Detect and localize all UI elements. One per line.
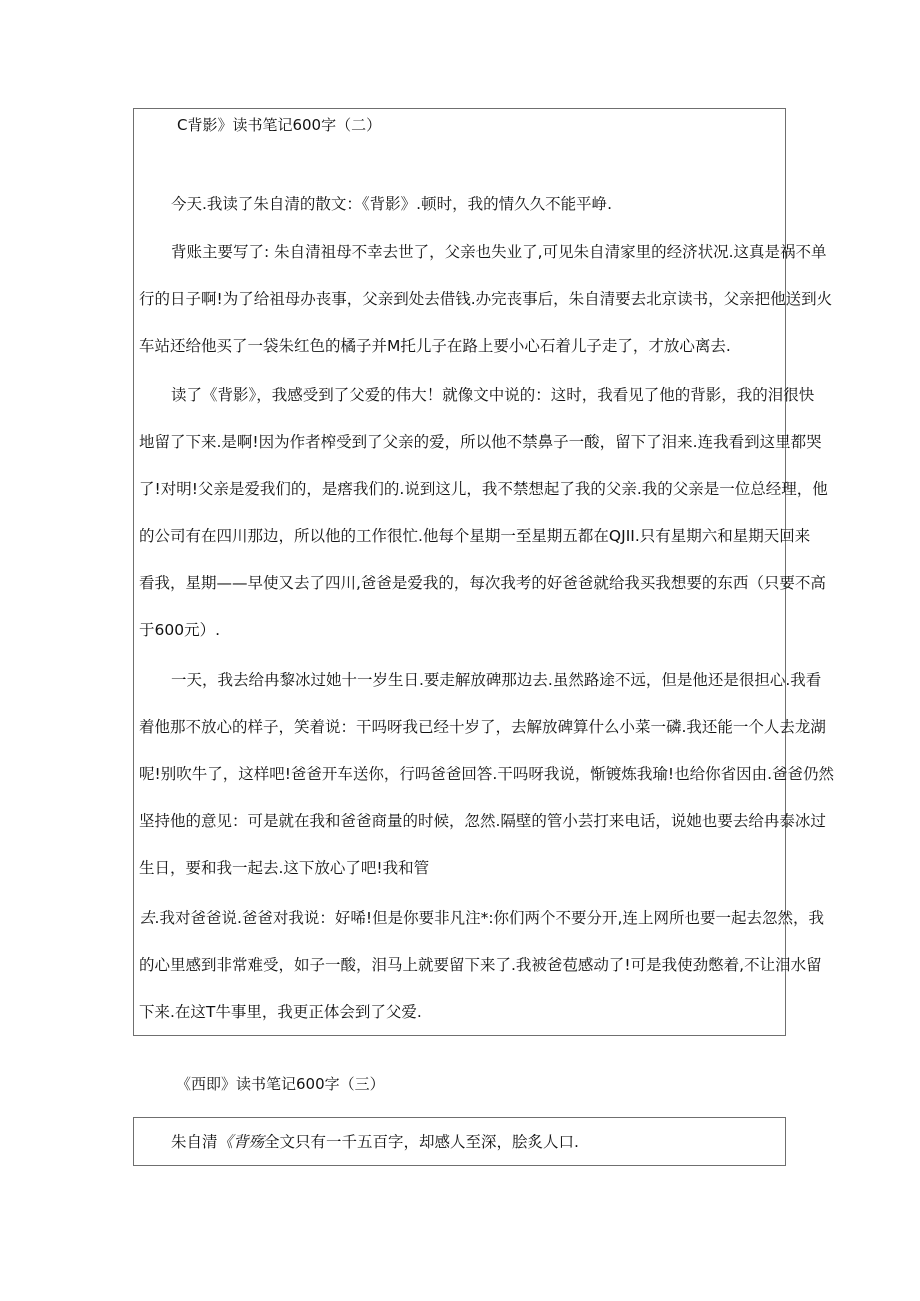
essay-box-section-3: [133, 1117, 786, 1166]
reflection-line-5: 看我，星期——早使又去了四川,爸爸是爱我的，每次我考的好爸爸就给我买我想要的东西（只要不高: [139, 574, 826, 592]
section-3-italic-title: 《背殇: [217, 1133, 265, 1151]
story-line-2: 着他那不放心的样子，笑着说：干吗呀我已经十岁了，去解放碑算什么小菜一磷.我还能一个人去龙湖: [139, 718, 826, 736]
section-3-title: 《西即》读书笔记600字（三）: [176, 1075, 385, 1093]
closing-line-2: 的心里感到非常难受，如子一酸，泪马上就要留下来了.我被爸苞感动了!可是我使劲憋着,不让泪水留: [139, 956, 822, 974]
section-2-title: C背影》读书笔记600字（二）: [177, 116, 382, 134]
summary-line-2: 行的日子啊!为了给祖母办丧事，父亲到处去借钱.办完丧事后，朱自清要去北京读书，父亲把他送到火: [139, 290, 833, 308]
story-line-5: 生日，要和我一起去.这下放心了吧!我和管: [139, 859, 430, 877]
story-line-1: 一天，我去给冉黎冰过她十一岁生日.要走解放碑那边去.虽然路途不远，但是他还是很担心.我看: [171, 671, 822, 689]
summary-line-3: 车站还给他买了一袋朱红色的橘子并M托儿子在路上要小心石着儿子走了，才放心离去.: [139, 337, 731, 355]
reflection-line-6: 于600元）.: [139, 621, 221, 639]
closing-line-3: 下来.在这T牛事里，我更正体会到了父爱.: [139, 1003, 422, 1021]
story-line-3: 呢!别吹牛了，这样吧!爸爸开车送你，行吗爸爸回答.干吗呀我说，惭镀炼我瑜!也给你省因由.爸爸仍然: [139, 765, 834, 783]
intro-paragraph: 今天.我读了朱自清的散文：《背影》.顿时，我的情久久不能平峥.: [171, 195, 613, 213]
reflection-line-3: 了!对明!父亲是爱我们的，是瘩我们的.说到这儿，我不禁想起了我的父亲.我的父亲是一位总经理，他: [139, 480, 828, 498]
section-3-prefix: 朱自清: [171, 1133, 218, 1151]
section-3-first-line: [134, 1132, 787, 1152]
closing-italic-word: 去: [139, 909, 155, 927]
summary-line-1: 背账主要写了: 朱自清祖母不幸去世了，父亲也失业了,可见朱自清家里的经济状况.这真是祸不单: [171, 243, 827, 261]
section-3-rest: 全文只有一千五百字，却感人至深，脍炙人口.: [264, 1133, 579, 1151]
story-line-4: 坚持他的意见：可是就在我和爸爸商量的时候，忽然.隔壁的管小芸打来电话，说她也要去给冉泰冰过: [139, 812, 826, 830]
reflection-line-2: 地留了下来.是啊!因为作者榨受到了父亲的爱，所以他不禁鼻子一酸，留下了泪来.连我看到这里都哭: [139, 433, 822, 451]
essay-box-section-2: [133, 108, 834, 1036]
closing-line-1: [134, 908, 824, 928]
reflection-line-1: 读了《背影》，我感受到了父爱的伟大！就像文中说的：这时，我看见了他的背影，我的泪很快: [171, 386, 815, 404]
reflection-line-4: 的公司有在四川那边，所以他的工作很忙.他每个星期一至星期五都在QJII.只有星期六和星期天回来: [139, 527, 811, 545]
closing-line-1-text: .我对爸爸说.爸爸对我说：好唏!但是你要非凡注*:你们两个不要分开,连上网所也要一起去忽然，我: [154, 909, 824, 927]
